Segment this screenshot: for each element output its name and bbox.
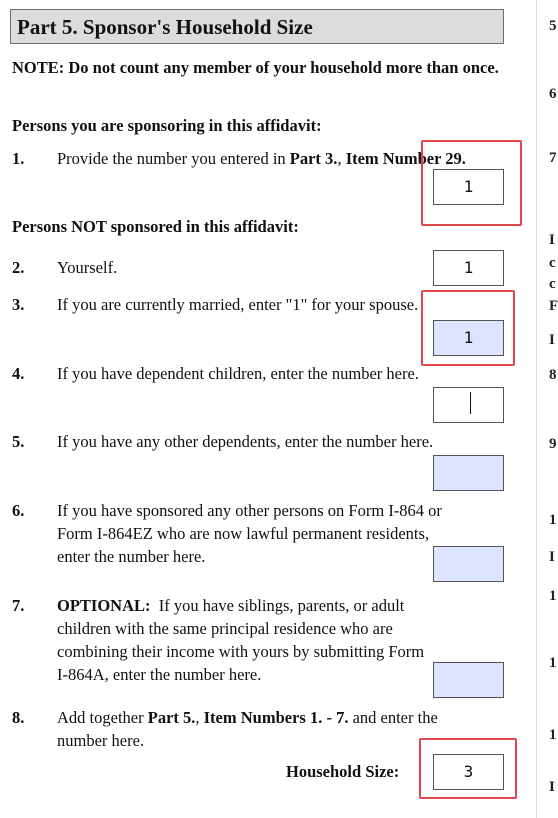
item-4-text: If you have dependent children, enter the number here. bbox=[57, 364, 419, 383]
item-1-input[interactable]: 1 bbox=[433, 169, 504, 205]
item-1-part-ref: Part 3. bbox=[289, 149, 338, 168]
item-7-line-4: I-864A, enter the number here. bbox=[57, 665, 262, 684]
margin-char: I bbox=[549, 332, 555, 348]
item-6-line-2: Form I-864EZ who are now lawful permanent residents, bbox=[57, 524, 430, 543]
item-7-line-3: combining their income with yours by submitting Form bbox=[57, 642, 425, 661]
margin-char: 1 bbox=[549, 727, 557, 743]
item-number: 1. bbox=[12, 149, 25, 168]
item-7-line-1 bbox=[57, 595, 404, 617]
item-number: 2. bbox=[12, 258, 25, 277]
margin-char: I bbox=[549, 232, 555, 248]
item-6-line-3: enter the number here. bbox=[57, 547, 206, 566]
item-5-text: If you have any other dependents, enter the number here. bbox=[57, 432, 434, 451]
adjacent-column-edge bbox=[536, 0, 552, 818]
margin-char: 1 bbox=[549, 588, 557, 604]
item-number: 8. bbox=[12, 708, 25, 727]
item-number: 4. bbox=[12, 364, 25, 383]
margin-char: 8 bbox=[549, 367, 557, 383]
section-heading-sponsoring: Persons you are sponsoring in this affidavit: bbox=[12, 116, 322, 135]
margin-char: 1 bbox=[549, 655, 557, 671]
item-3-text: If you are currently married, enter "1" for your spouse. bbox=[57, 295, 419, 314]
item-7-line-2: children with the same principal residence who are bbox=[57, 619, 393, 638]
margin-char: 5 bbox=[549, 18, 557, 34]
margin-char: F bbox=[549, 298, 558, 314]
item-5-input[interactable] bbox=[433, 455, 504, 491]
item-1-item-ref: Item Number 29. bbox=[345, 149, 466, 168]
item-number: 5. bbox=[12, 432, 25, 451]
section-header bbox=[10, 9, 504, 44]
item-1-separator: , bbox=[337, 149, 346, 168]
margin-char: 9 bbox=[549, 436, 557, 452]
household-size-label: Household Size: bbox=[286, 762, 400, 781]
item-8-item-ref: Item Numbers 1. - 7. bbox=[203, 708, 349, 727]
item-8-separator: , bbox=[195, 708, 204, 727]
margin-char: I bbox=[549, 549, 555, 565]
item-3-input[interactable]: 1 bbox=[433, 320, 504, 356]
item-8-line-2: number here. bbox=[57, 731, 145, 750]
item-7-input[interactable] bbox=[433, 662, 504, 698]
item-number: 7. bbox=[12, 596, 25, 615]
item-8-text-pre: Add together bbox=[57, 708, 148, 727]
optional-label: OPTIONAL: bbox=[57, 596, 151, 615]
note-text: NOTE: Do not count any member of your household more than once. bbox=[12, 58, 499, 77]
item-7-line-1-text: If you have siblings, parents, or adult bbox=[150, 596, 405, 615]
household-size-input[interactable]: 3 bbox=[433, 754, 504, 790]
section-title: Part 5. Sponsor's Household Size bbox=[17, 15, 313, 39]
item-2-text: Yourself. bbox=[57, 258, 118, 277]
margin-char: 7 bbox=[549, 150, 557, 166]
item-1-text-pre: Provide the number you entered in bbox=[57, 149, 290, 168]
section-heading-not-sponsored: Persons NOT sponsored in this affidavit: bbox=[12, 217, 299, 236]
item-6-line-1: If you have sponsored any other persons on Form I-864 or bbox=[57, 501, 442, 520]
margin-char: 1 bbox=[549, 512, 557, 528]
margin-char: 6 bbox=[549, 86, 557, 102]
item-6-input[interactable] bbox=[433, 546, 504, 582]
item-1-text bbox=[57, 148, 517, 170]
margin-char: c bbox=[549, 255, 556, 271]
item-2-input[interactable]: 1 bbox=[433, 250, 504, 286]
margin-char: I bbox=[549, 779, 555, 795]
item-number: 3. bbox=[12, 295, 25, 314]
item-number: 6. bbox=[12, 501, 25, 520]
item-8-part-ref: Part 5. bbox=[147, 708, 196, 727]
text-cursor bbox=[470, 392, 471, 414]
item-8-line-1 bbox=[57, 707, 438, 729]
margin-char: c bbox=[549, 276, 556, 292]
item-8-text-post: and enter the bbox=[348, 708, 438, 727]
item-4-input[interactable] bbox=[433, 387, 504, 423]
